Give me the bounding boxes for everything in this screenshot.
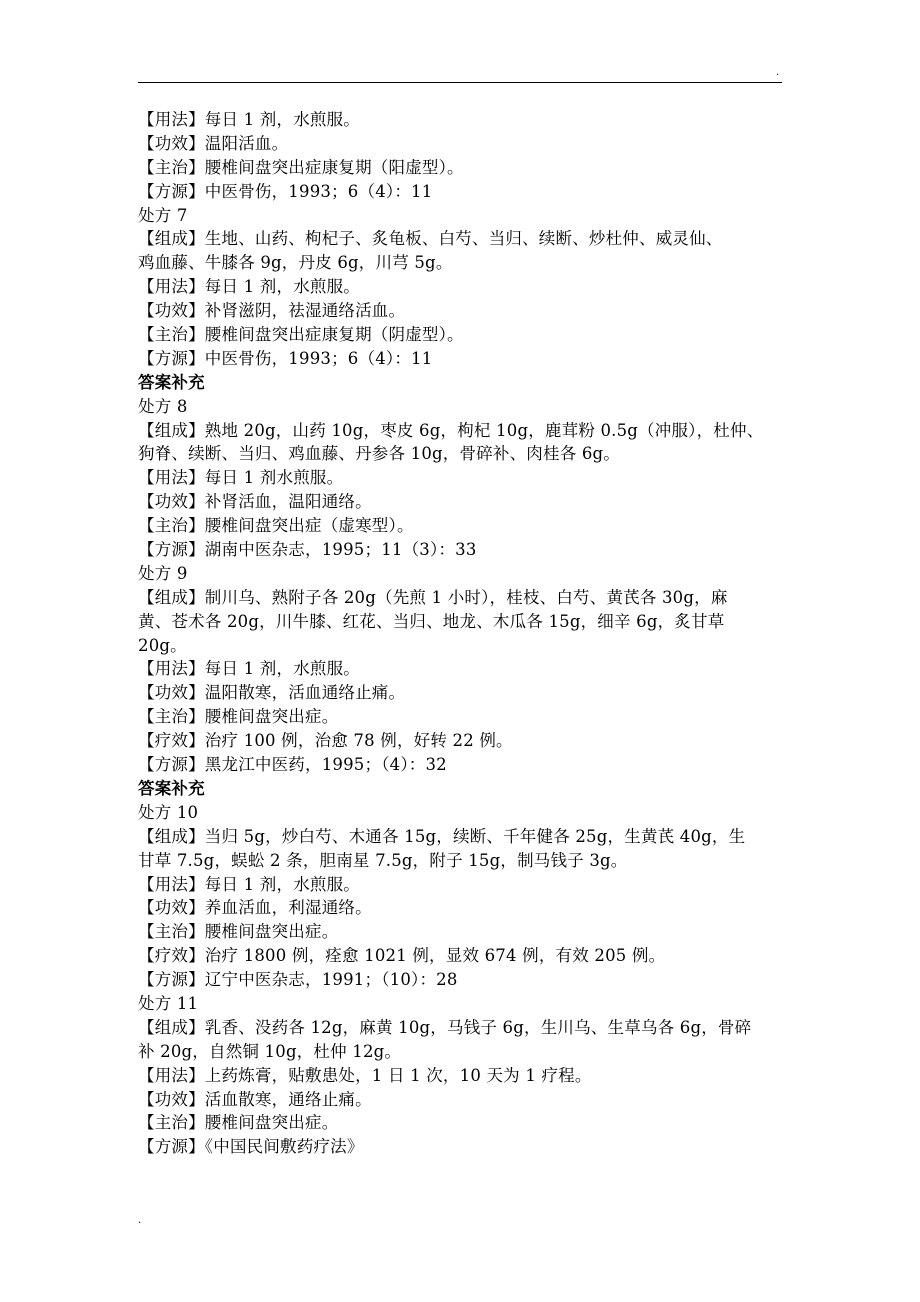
text-line: 【用法】每日 1 剂，水煎服。 xyxy=(138,110,360,129)
text-line: 【主治】腰椎间盘突出症康复期（阳虚型）。 xyxy=(138,157,464,177)
text-line: 【用法】上药炼膏，贴敷患处，1 日 1 次，10 天为 1 疗程。 xyxy=(138,1065,592,1085)
text-line: 【方源】辽宁中医杂志，1991；（10）：28 xyxy=(138,970,458,990)
text-line: 【主治】腰椎间盘突出症。 xyxy=(138,922,339,942)
text-line: 20g。 xyxy=(138,635,187,655)
text-line: 【方源】黑龙江中医药，1995；（4）：32 xyxy=(138,755,447,775)
text-line: 补 20g，自然铜 10g，杜仲 12g。 xyxy=(138,1041,402,1061)
text-line: 【方源】《中国民间敷药疗法》 xyxy=(138,1137,364,1157)
text-line: 【疗效】治疗 1800 例，痊愈 1021 例，显效 674 例，有效 205 例。 xyxy=(138,946,666,966)
text-line: 【功效】温阳散寒，活血通络止痛。 xyxy=(138,683,406,703)
text-line: 【功效】温阳活血。 xyxy=(138,133,289,153)
text-line: 处方 8 xyxy=(138,396,188,416)
text-line: 【方源】湖南中医杂志，1995；11（3）：33 xyxy=(138,540,477,560)
footer-mark: . xyxy=(138,1215,142,1226)
section-heading: 答案补充 xyxy=(138,372,205,392)
text-line: 【方源】中医骨伤，1993；6（4）：11 xyxy=(138,181,433,201)
section-heading: 答案补充 xyxy=(138,778,205,798)
document-body xyxy=(138,108,784,1159)
text-line: 【组成】制川乌、熟附子各 20g（先煎 1 小时），桂枝、白芍、黄芪各 30g，麻 xyxy=(138,587,728,607)
text-line: 【功效】活血散寒，通络止痛。 xyxy=(138,1089,372,1109)
text-line: 处方 7 xyxy=(138,205,188,225)
text-line: 处方 10 xyxy=(138,802,199,822)
text-line: 狗脊、续断、当归、鸡血藤、丹参各 10g，骨碎补、肉桂各 6g。 xyxy=(138,444,621,464)
text-line: 【组成】当归 5g，炒白芍、木通各 15g，续断、千年健各 25g，生黄芪 40g，生 xyxy=(138,826,746,846)
text-line: 处方 11 xyxy=(138,993,199,1013)
text-line: 【组成】生地、山药、枸杞子、炙龟板、白芍、当归、续断、炒杜仲、威灵仙、 xyxy=(138,229,723,249)
text-line: 【功效】补肾活血，温阳通络。 xyxy=(138,492,372,512)
text-line: 【组成】乳香、没药各 12g，麻黄 10g，马钱子 6g，生川乌、生草乌各 6g，骨碎 xyxy=(138,1017,752,1037)
text-line: 【用法】每日 1 剂，水煎服。 xyxy=(138,277,360,297)
text-line: 【主治】腰椎间盘突出症（虚寒型）。 xyxy=(138,516,414,536)
text-line: 【组成】熟地 20g，山药 10g，枣皮 6g，枸杞 10g，鹿茸粉 0.5g（冲服），杜仲、 xyxy=(138,420,764,440)
text-line: 【方源】中医骨伤，1993；6（4）：11 xyxy=(138,348,433,368)
text-line: 【用法】每日 1 剂，水煎服。 xyxy=(138,874,360,894)
text-line: 甘草 7.5g，蜈蚣 2 条，胆南星 7.5g，附子 15g，制马钱子 3g。 xyxy=(138,850,628,870)
text-line: 处方 9 xyxy=(138,563,188,583)
header-mark: . xyxy=(776,67,780,78)
header-rule xyxy=(138,82,782,83)
text-line: 鸡血藤、牛膝各 9g，丹皮 6g，川芎 5g。 xyxy=(138,253,453,273)
text-line: 【功效】养血活血，利湿通络。 xyxy=(138,898,372,918)
text-line: 【功效】补肾滋阴，祛湿通络活血。 xyxy=(138,301,406,321)
text-line: 【主治】腰椎间盘突出症。 xyxy=(138,1113,339,1133)
text-line: 【用法】每日 1 剂，水煎服。 xyxy=(138,659,360,679)
text-line: 【疗效】治疗 100 例，治愈 78 例，好转 22 例。 xyxy=(138,731,513,751)
text-line: 【主治】腰椎间盘突出症。 xyxy=(138,707,339,727)
text-line: 【用法】每日 1 剂水煎服。 xyxy=(138,468,344,488)
text-line: 黄、苍术各 20g，川牛膝、红花、当归、地龙、木瓜各 15g，细辛 6g，炙甘草 xyxy=(138,611,725,631)
text-line: 【主治】腰椎间盘突出症康复期（阴虚型）。 xyxy=(138,325,464,345)
